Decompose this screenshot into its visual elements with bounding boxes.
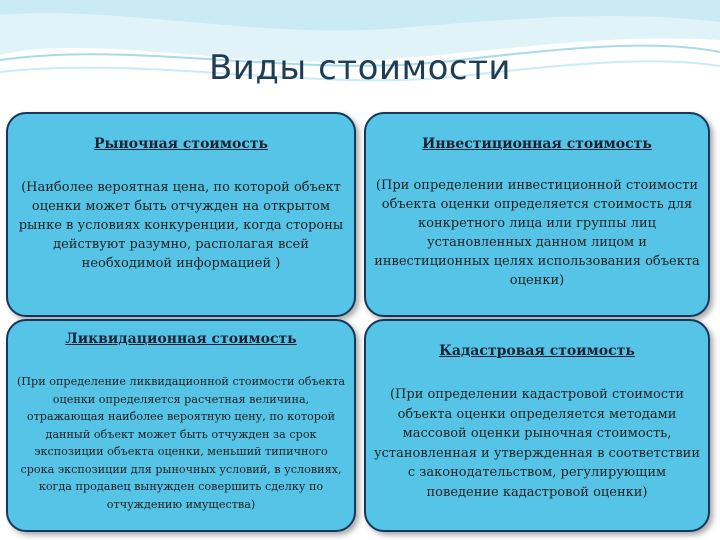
card-cadastral-value-text: (При определении кадастровой стоимости объекта оценки определяется методами массовой оценки рыночная стоимость, установленная и утвержденная в соответствии с законодательством, регулирующим поведение кадастровой оценки) bbox=[374, 387, 700, 500]
card-cadastral-value-title: Кадастровая стоимость bbox=[439, 343, 635, 359]
card-liquidation-value-text: (При определение ликвидационной стоимости объекта оценки определяется расчетная величина, отражающая наиболее вероятную цену, по которой данный объект может быть отчужден за срок экспозиции объекта оценки, меньший типичного срока экспозиции для рыночных условий, в условиях, когда продавец вынужден совершить сделку по отчуждению имущества) bbox=[16, 375, 346, 511]
card-market-value bbox=[6, 112, 356, 317]
card-investment-value-text: (При определении инвестиционной стоимости объекта оценки определяется стоимость для конкретного лица или группы лиц установленных данном лицом и инвестиционных целях использования объекта оценки) bbox=[374, 178, 700, 288]
card-liquidation-value-title: Ликвидационная стоимость bbox=[65, 331, 297, 347]
card-cadastral-value bbox=[364, 319, 710, 532]
card-market-value-text: (Наиболее вероятная цена, по которой объект оценки может быть отчужден на открытом рынке в условиях конкуренции, когда стороны действуют разумно, располагая всей необходимой информацией ) bbox=[18, 180, 344, 271]
card-market-value-title: Рыночная стоимость bbox=[93, 136, 269, 152]
card-liquidation-value bbox=[6, 319, 356, 532]
card-investment-value-title: Инвестиционная стоимость bbox=[422, 136, 652, 152]
page-title: Виды стоимости bbox=[208, 48, 512, 88]
card-investment-value bbox=[364, 112, 710, 317]
